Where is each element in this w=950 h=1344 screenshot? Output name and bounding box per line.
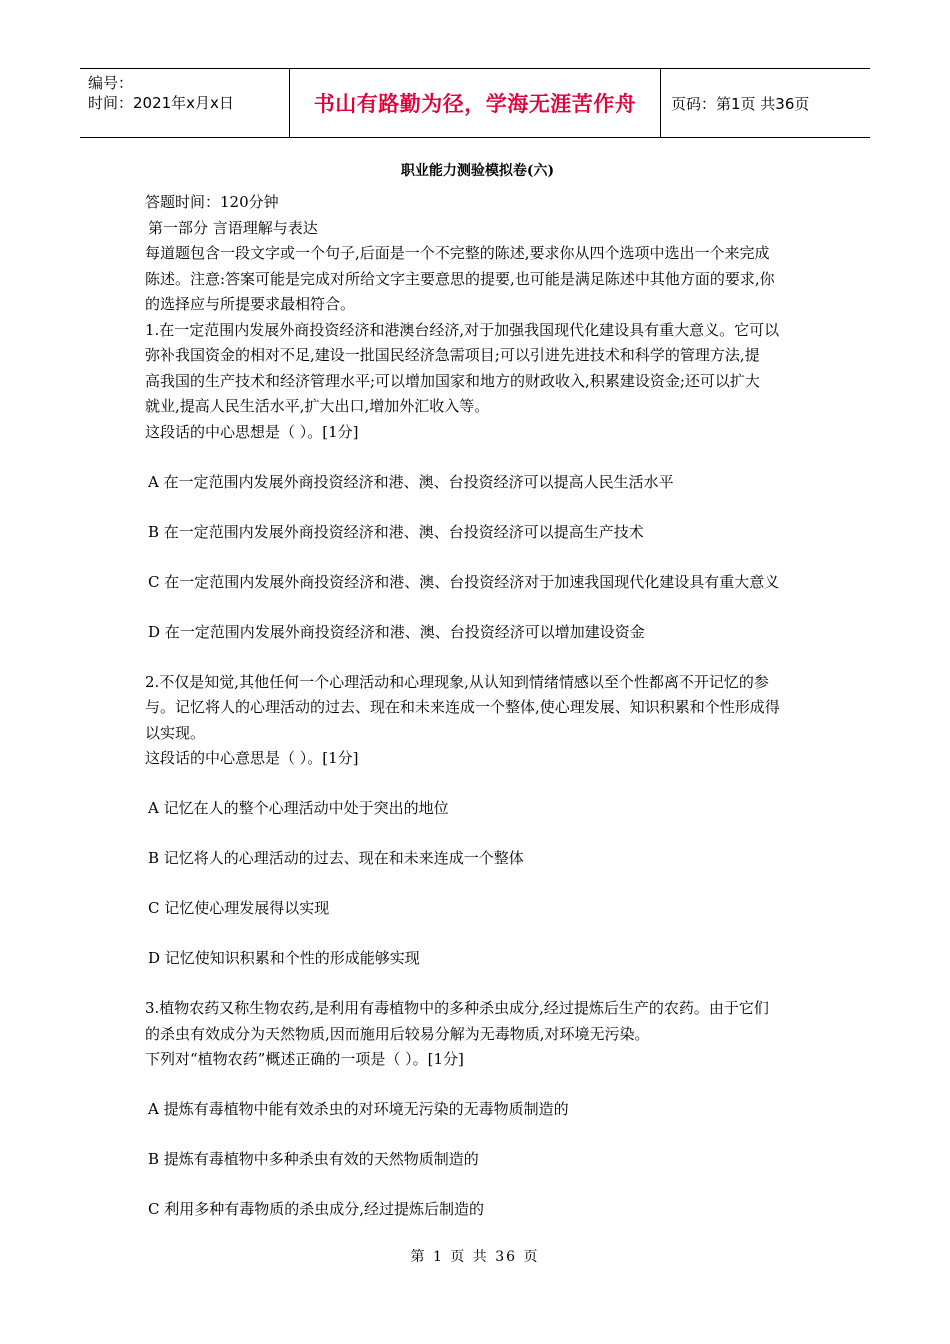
section-heading: 第一部分 言语理解与表达 (148, 218, 318, 237)
question-text: 以实现。 (145, 723, 206, 742)
instruction-line: 的选择应与所提要求最相符合。 (145, 295, 356, 313)
question-1 (145, 318, 810, 646)
option-c: C 记忆使心理发展得以实现 (148, 899, 330, 917)
doc-title: 职业能力测验模拟卷(六) (400, 163, 555, 179)
header-motto: 书山有路勤为径，学海无涯苦作舟 (290, 69, 661, 137)
document-body (145, 158, 810, 1223)
option-c: C 在一定范围内发展外商投资经济和港、澳、台投资经济对于加速我国现代化建设具有重大意义 (148, 572, 780, 591)
option-c: C 利用多种有毒物质的杀虫成分,经过提炼后制造的 (148, 1200, 485, 1218)
question-text: 1.在一定范围内发展外商投资经济和港澳台经济,对于加强我国现代化建设具有重大意义。它可以 (145, 320, 780, 339)
question-text: 3.植物农药又称生物农药,是利用有毒植物中的多种杀虫成分,经过提炼后生产的农药。由于它们 (145, 999, 769, 1017)
question-prompt: 这段话的中心意思是（ ）。[1分] (145, 749, 359, 767)
question-text: 就业,提高人民生活水平,扩大出口,增加外汇收入等。 (145, 397, 490, 415)
number-label: 编号： (88, 74, 134, 92)
instruction-line: 每道题包含一段文字或一个句子,后面是一个不完整的陈述,要求你从四个选项中选出一个来完成 (145, 244, 770, 262)
option-d: D 记忆使知识积累和个性的形成能够实现 (148, 949, 420, 967)
option-a: A 在一定范围内发展外商投资经济和港、澳、台投资经济可以提高人民生活水平 (148, 472, 674, 491)
option-b: B 提炼有毒植物中多种杀虫有效的天然物质制造的 (148, 1150, 479, 1168)
option-b: B 在一定范围内发展外商投资经济和港、澳、台投资经济可以提高生产技术 (148, 522, 644, 541)
question-text: 与。记忆将人的心理活动的过去、现在和未来连成一个整体,使心理发展、知识积累和个性形成得 (145, 698, 780, 716)
question-prompt: 这段话的中心思想是（ ）。[1分] (145, 422, 359, 441)
question-text: 弥补我国资金的相对不足,建设一批国民经济急需项目;可以引进先进技术和科学的管理方法,提 (145, 346, 760, 364)
option-a: A 记忆在人的整个心理活动中处于突出的地位 (148, 799, 449, 817)
question-prompt: 下列对“植物农药”概述正确的一项是（ ）。[1分] (145, 1050, 464, 1068)
header-meta (80, 69, 290, 137)
option-b: B 记忆将人的心理活动的过去、现在和未来连成一个整体 (148, 849, 524, 867)
question-text: 的杀虫有效成分为天然物质,因而施用后较易分解为无毒物质,对环境无污染。 (145, 1024, 650, 1043)
option-d: D 在一定范围内发展外商投资经济和港、澳、台投资经济可以增加建设资金 (148, 622, 645, 641)
instruction-line: 陈述。注意:答案可能是完成对所给文字主要意思的提要,也可能是满足陈述中其他方面的要求,你 (145, 269, 775, 288)
option-a: A 提炼有毒植物中能有效杀虫的对环境无污染的无毒物质制造的 (148, 1100, 569, 1118)
page-header (80, 68, 870, 138)
question-text: 高我国的生产技术和经济管理水平;可以增加国家和地方的财政收入,积累建设资金;还可以扩大 (145, 371, 760, 390)
question-2 (145, 670, 810, 972)
question-text: 2.不仅是知觉,其他任何一个心理活动和心理现象,从认知到情绪情感以至个性都离不开记忆的参 (145, 672, 769, 691)
answer-time: 答题时间：120分钟 (145, 193, 279, 211)
header-page-info: 页码：第1页 共36页 (671, 94, 810, 113)
question-3 (145, 996, 810, 1223)
time-label: 时间：2021年x月x日 (88, 94, 234, 112)
page-footer: 第 1 页 共 36 页 (410, 1249, 540, 1265)
